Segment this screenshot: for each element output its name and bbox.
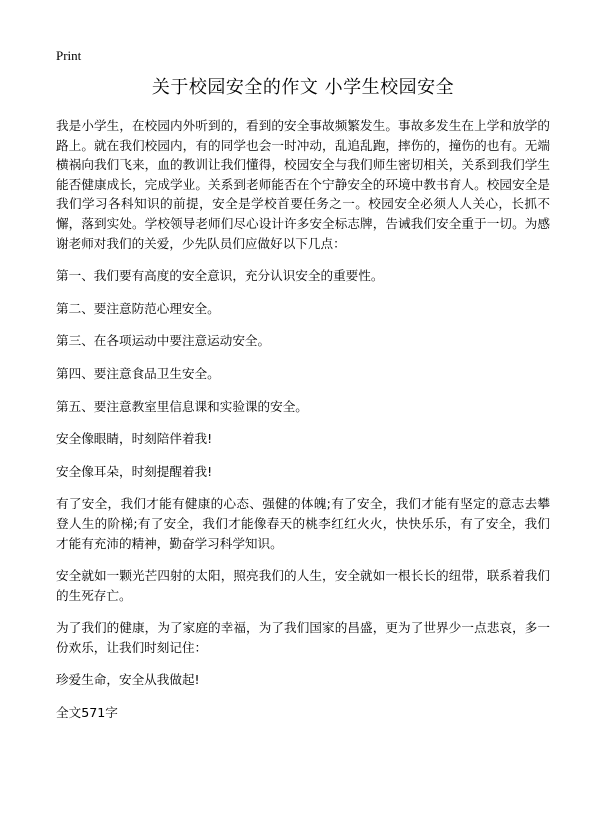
sun-paragraph: 安全就如一颗光芒四射的太阳，照亮我们的人生，安全就如一根长长的纽带，联系着我们的生死存亡。 (56, 568, 550, 603)
article-body (56, 74, 550, 723)
point-three-paragraph: 第三、在各项运动中要注意运动安全。 (56, 333, 271, 349)
slogan-paragraph: 珍爱生命，安全从我做起! (56, 672, 200, 688)
remember-paragraph: 为了我们的健康，为了家庭的幸福，为了我们国家的昌盛，更为了世界少一点悲哀，多一份欢乐，让我们时刻记住： (56, 620, 550, 655)
print-link[interactable]: Print (56, 48, 82, 63)
word-count: 全文571字 (56, 705, 118, 721)
point-two-paragraph: 第二、要注意防范心理安全。 (56, 300, 220, 316)
point-five-paragraph: 第五、要注意教室里信息课和实验课的安全。 (56, 398, 308, 414)
intro-paragraph: 我是小学生，在校园内外听到的，看到的安全事故频繁发生。事故多发生在上学和放学的路上。就在我们校园内，有的同学也会一时冲动，乱追乱跑，摔伤的，撞伤的也有。无端横祸向我们飞来，血的教训让我们懂得，校园安全与我们师生密切相关，关系到我们学生能否健康成长，完成学业。关系到老师能否在个宁静安全的环境中教书育人。校园安全是我们学习各科知识的前提，安全是学校首要任务之一。校园安全必须人人关心，长抓不懈，落到实处。学校领导老师们尽心设计许多安全标志牌，告诫我们安全重于一切。为感谢老师对我们的关爱，少先队员们应做好以下几点： (56, 118, 550, 251)
point-four-paragraph: 第四、要注意食品卫生安全。 (56, 365, 220, 381)
eyes-paragraph: 安全像眼睛，时刻陪伴着我! (56, 431, 213, 447)
article-title: 关于校园安全的作文 小学生校园安全 (151, 77, 455, 98)
point-one-paragraph: 第一、我们要有高度的安全意识，充分认识安全的重要性。 (56, 268, 384, 284)
ears-paragraph: 安全像耳朵，时刻提醒着我! (56, 463, 213, 479)
with-safety-paragraph: 有了安全，我们才能有健康的心态、强健的体魄;有了安全，我们才能有坚定的意志去攀登人生的阶梯;有了安全，我们才能像春天的桃李红红火火，快快乐乐，有了安全，我们才能有充沛的精神，勤奋学习科学知识。 (56, 496, 550, 551)
